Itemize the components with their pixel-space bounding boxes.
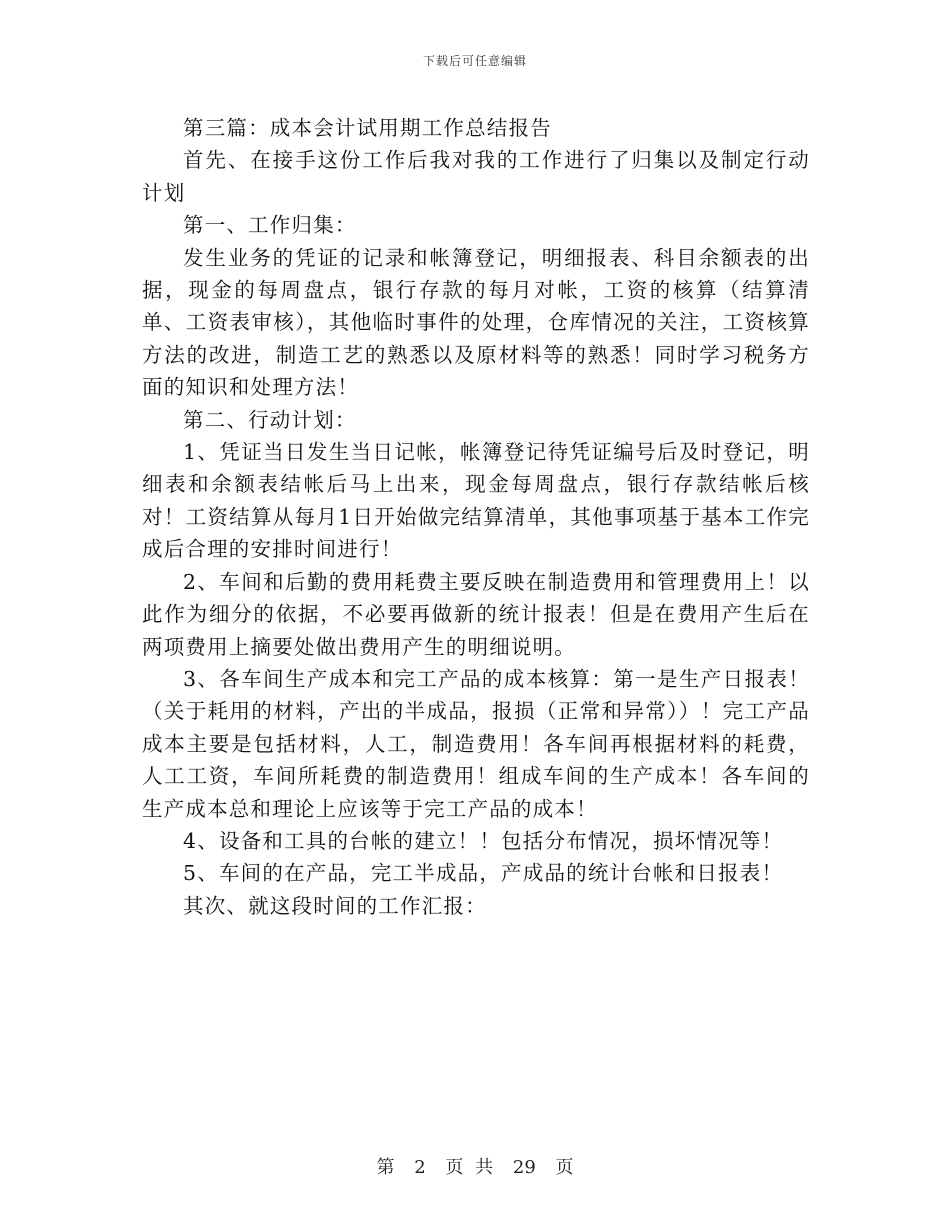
intro-paragraph: 首先、在接手这份工作后我对我的工作进行了归集以及制定行动计划 — [142, 148, 810, 205]
footer-prefix: 第 — [376, 1157, 395, 1178]
page-footer — [0, 1153, 950, 1179]
action-plan-item-3: 3、各车间生产成本和完工产品的成本核算：第一是生产日报表！（关于耗用的材料，产出的半成品，报损（正常和异常））！完工产品成本主要是包括材料，人工，制造费用！各车间再根据材料的耗费，人工工资，车间所耗费的制造费用！组成车间的生产成本！各车间的生产成本总和理论上应该等于完工产品的成本！ — [142, 666, 810, 821]
section-heading-work-report: 其次、就这段时间的工作汇报： — [183, 893, 487, 918]
action-plan-item-1: 1、凭证当日发生当日记帐，帐簿登记待凭证编号后及时登记，明细表和余额表结帐后马上出来，现金每周盘点，银行存款结帐后核对！工资结算从每月1日开始做完结算清单，其他事项基于基本工作完成后合理的安排时间进行！ — [142, 440, 810, 562]
footer-suffix: 页 — [555, 1157, 574, 1178]
total-pages: 29 — [512, 1157, 536, 1178]
page-number: 2 — [414, 1157, 426, 1178]
footer-middle: 页 共 — [445, 1157, 494, 1178]
section-heading-action-plan: 第二、行动计划： — [183, 407, 357, 432]
section-heading-work-summary: 第一、工作归集： — [183, 213, 357, 238]
document-body — [142, 112, 810, 922]
action-plan-item-5: 5、车间的在产品，完工半成品，产成品的统计台帐和日报表！ — [183, 861, 784, 886]
action-plan-item-2: 2、车间和后勤的费用耗费主要反映在制造费用和管理费用上！以此作为细分的依据，不必要再做新的统计报表！但是在费用产生后在两项费用上摘要处做出费用产生的明细说明。 — [142, 569, 810, 659]
page-header: 下载后可任意编辑 — [422, 54, 527, 68]
work-summary-paragraph: 发生业务的凭证的记录和帐簿登记，明细报表、科目余额表的出据，现金的每周盘点，银行存款的每月对帐，工资的核算（结算清单、工资表审核），其他临时事件的处理，仓库情况的关注，工资核算方法的改进，制造工艺的熟悉以及原材料等的熟悉！同时学习税务方面的知识和处理方法！ — [142, 245, 810, 400]
section-title: 第三篇：成本会计试用期工作总结报告 — [183, 116, 552, 140]
action-plan-item-4: 4、设备和工具的台帐的建立！！包括分布情况，损坏情况等！ — [183, 828, 784, 853]
